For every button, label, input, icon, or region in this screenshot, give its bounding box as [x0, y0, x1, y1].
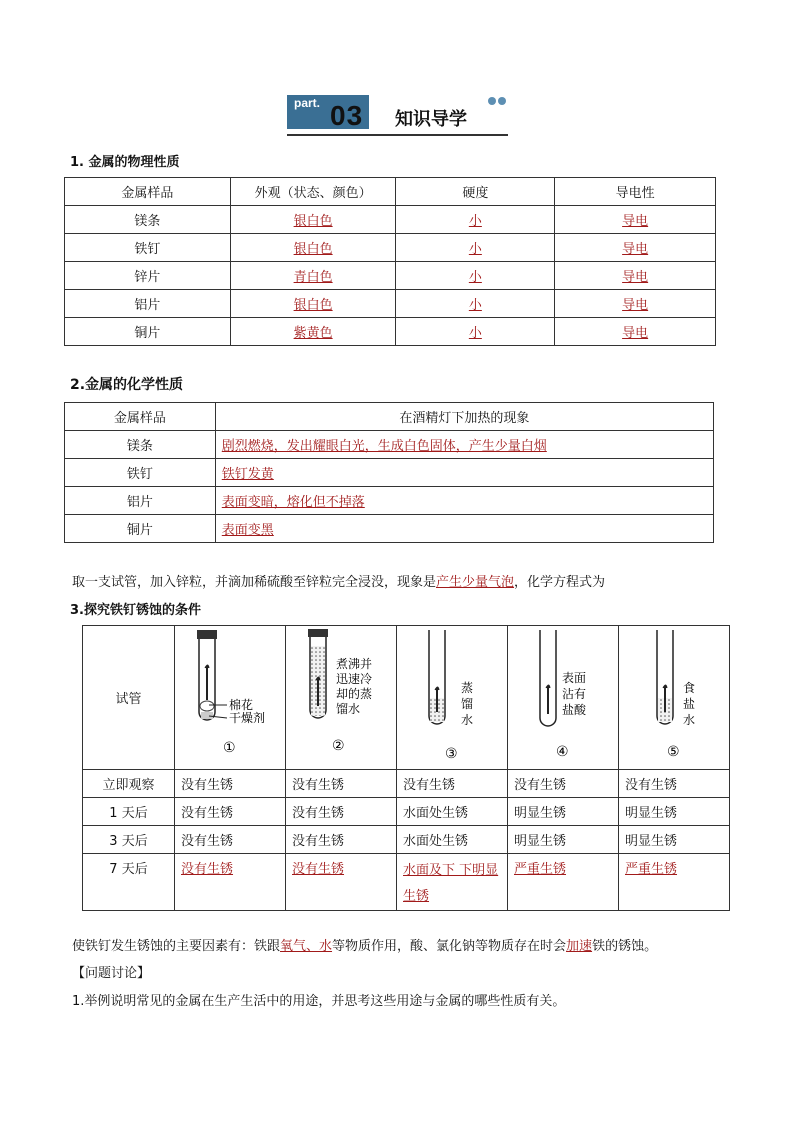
physical-properties-table: [64, 177, 716, 346]
time-label: 3 天后: [83, 826, 175, 854]
answer-text: 小: [468, 270, 482, 285]
column-header: 在酒精灯下加热的现象: [215, 403, 713, 431]
result-cell: 水面处生锈: [397, 798, 508, 826]
result-cell: 明显生锈: [619, 826, 730, 854]
table-header-row: [65, 403, 714, 431]
result-cell: 明显生锈: [508, 798, 619, 826]
sample-cell: 铜片: [65, 515, 216, 543]
tube-label: 水: [461, 713, 474, 727]
answer-text: 小: [468, 214, 482, 229]
part-number: 03: [330, 100, 364, 131]
tube-5-cell: [619, 626, 730, 770]
tube-label: 表面: [562, 671, 587, 685]
sample-cell: 铁钉: [65, 234, 231, 262]
answer-text: 严重生锈: [514, 862, 567, 877]
decor-dot-icon: [498, 97, 506, 105]
page-title: 知识导学: [395, 109, 467, 130]
answer-text: 导电: [622, 270, 649, 285]
answer-text: 严重生锈: [625, 862, 678, 877]
result-cell: 明显生锈: [508, 826, 619, 854]
paragraph-text: 取一支试管，加入锌粒，并滴加稀硫酸至锌粒完全浸没，现象是: [72, 575, 437, 590]
column-header: 硬度: [396, 178, 555, 206]
table-row: [83, 854, 730, 911]
discussion-question: 1.举例说明常见的金属在生产生活中的用途，并思考这些用途与金属的哪些性质有关。: [72, 994, 566, 1009]
tube-number: ⑤: [667, 744, 680, 760]
table-row: [65, 206, 716, 234]
rust-experiment-table: [82, 625, 730, 911]
result-cell: 没有生锈: [619, 770, 730, 798]
paragraph-text: ，化学方程式为: [514, 575, 606, 590]
sample-cell: 锌片: [65, 262, 231, 290]
answer-text: 水面及下 下明显生锈: [403, 863, 499, 904]
tube-row: [83, 626, 730, 770]
section2-heading: 2.金属的化学性质: [70, 377, 184, 393]
table-row: [65, 459, 714, 487]
tube-number: ④: [556, 744, 569, 760]
answer-text: 小: [468, 326, 482, 341]
tube-label: 食: [683, 681, 696, 695]
part-label: part.: [294, 96, 321, 110]
paragraph-text: 等物质作用，酸、氯化钠等物质存在时会: [332, 939, 567, 954]
answer-text: 没有生锈: [181, 862, 234, 877]
result-cell: 没有生锈: [286, 770, 397, 798]
tube-5-diagram: [619, 626, 729, 768]
title-underline: [287, 134, 508, 136]
sample-cell: 铝片: [65, 487, 216, 515]
answer-text: 铁钉发黄: [221, 467, 274, 482]
table-row: [65, 234, 716, 262]
table-row: [65, 487, 714, 515]
tube-label: 蒸: [461, 681, 474, 695]
chemical-properties-table: [64, 402, 714, 543]
column-header: 导电性: [555, 178, 716, 206]
table-row: [65, 262, 716, 290]
tube-4-cell: [508, 626, 619, 770]
answer-text: 导电: [622, 242, 649, 257]
tube-1-diagram: [175, 626, 285, 768]
result-cell: 没有生锈: [175, 826, 286, 854]
answer-text: 紫黄色: [293, 326, 333, 341]
column-header: 金属样品: [65, 178, 231, 206]
table-row: [83, 826, 730, 854]
sample-cell: 镁条: [65, 431, 216, 459]
tube-label: 馏: [461, 697, 474, 711]
row-label: 试管: [83, 626, 175, 770]
zinc-paragraph: [72, 571, 605, 590]
tube-2-diagram: [286, 626, 396, 768]
tube-label: 干燥剂: [229, 711, 266, 725]
result-cell: 没有生锈: [286, 826, 397, 854]
tube-label: 却的蒸: [336, 687, 373, 701]
table-header-row: [65, 178, 716, 206]
answer-text: 银白色: [293, 298, 333, 313]
tube-2-cell: [286, 626, 397, 770]
table-row: [65, 318, 716, 346]
answer-text: 表面变暗，熔化但不掉落: [221, 495, 365, 510]
table-row: [65, 431, 714, 459]
tube-label: 盐: [683, 697, 696, 711]
tube-number: ②: [332, 738, 345, 754]
tube-label: 迅速冷: [336, 672, 373, 686]
answer-text: 青白色: [293, 270, 333, 285]
answer-text: 没有生锈: [292, 862, 345, 877]
answer-text: 加速: [566, 939, 593, 954]
time-label: 1 天后: [83, 798, 175, 826]
answer-text: 导电: [622, 298, 649, 313]
answer-text: 银白色: [293, 214, 333, 229]
result-cell: 没有生锈: [286, 798, 397, 826]
tube-3-diagram: [397, 626, 507, 768]
sample-cell: 铜片: [65, 318, 231, 346]
time-label: 立即观察: [83, 770, 175, 798]
answer-text: 氧气、水: [280, 939, 333, 954]
column-header: 外观（状态、颜色）: [230, 178, 396, 206]
tube-label: 水: [683, 713, 696, 727]
tube-1-cell: [175, 626, 286, 770]
decor-dot-icon: [488, 97, 496, 105]
paragraph-text: 铁的锈蚀。: [592, 939, 658, 954]
answer-text: 小: [468, 298, 482, 313]
tube-number: ③: [445, 746, 458, 762]
table-row: [83, 798, 730, 826]
tube-label: 沾有: [562, 687, 587, 701]
table-row: [65, 515, 714, 543]
answer-text: 剧烈燃烧，发出耀眼白光，生成白色固体，产生少量白烟: [221, 439, 547, 454]
tube-label: 煮沸并: [336, 657, 373, 671]
tube-3-cell: [397, 626, 508, 770]
section1-heading: 1. 金属的物理性质: [70, 155, 180, 170]
result-cell: 没有生锈: [508, 770, 619, 798]
tube-label: 棉花: [229, 698, 254, 712]
tube-label: 馏水: [336, 702, 361, 716]
tube-label: 盐酸: [562, 703, 587, 717]
tube-4-diagram: [508, 626, 618, 768]
table-row: [83, 770, 730, 798]
result-cell: 没有生锈: [175, 770, 286, 798]
answer-text: 表面变黑: [221, 523, 274, 538]
answer-text: 小: [468, 242, 482, 257]
sample-cell: 镁条: [65, 206, 231, 234]
table-row: [65, 290, 716, 318]
sample-cell: 铁钉: [65, 459, 216, 487]
time-label: 7 天后: [83, 854, 175, 911]
result-cell: 没有生锈: [397, 770, 508, 798]
sample-cell: 铝片: [65, 290, 231, 318]
answer-text: 导电: [622, 326, 649, 341]
tube-number: ①: [223, 740, 236, 756]
result-cell: 没有生锈: [175, 798, 286, 826]
section3-heading: 3.探究铁钉锈蚀的条件: [70, 603, 201, 618]
paragraph-text: 使铁钉发生锈蚀的主要因素有：铁跟: [72, 939, 281, 954]
rust-paragraph: [72, 935, 657, 954]
answer-text: 银白色: [293, 242, 333, 257]
result-cell: 明显生锈: [619, 798, 730, 826]
answer-text: 导电: [622, 214, 649, 229]
result-cell: 水面处生锈: [397, 826, 508, 854]
column-header: 金属样品: [65, 403, 216, 431]
answer-text: 产生少量气泡: [436, 575, 515, 590]
discussion-heading: 【问题讨论】: [72, 966, 151, 981]
